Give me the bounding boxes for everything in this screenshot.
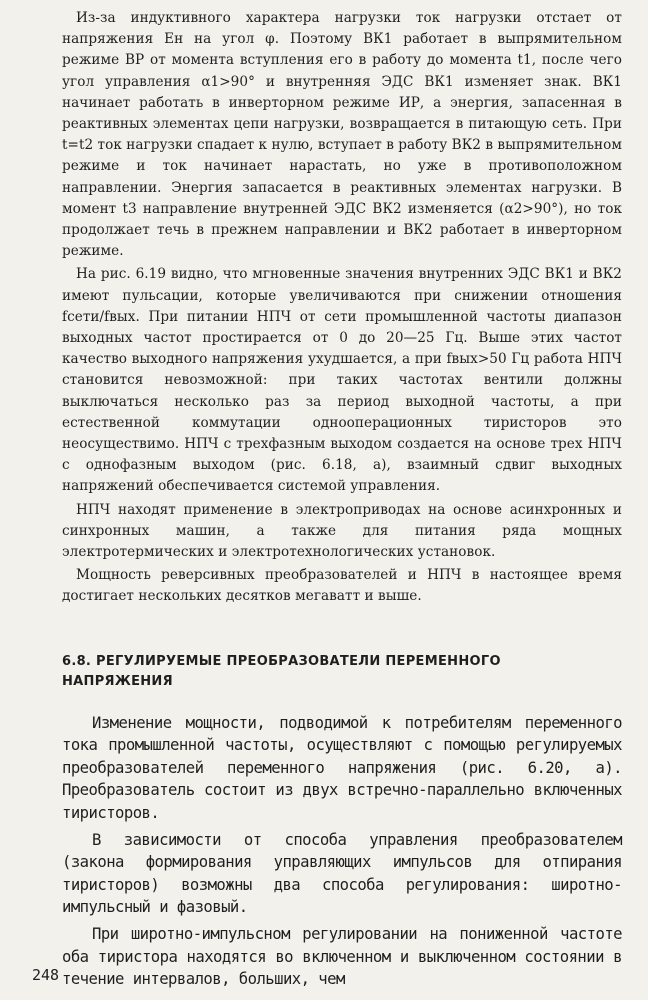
paragraph-load-current: Из-за индуктивного характера нагрузки ток нагрузки отстает от напряжения Eн на угол φ. Поэтому ВК1 работает в выпрямительном режиме ВР от момента вступления его в работу до момента t1, после чего угол управления α1>90° и внутренняя ЭДС ВК1 изменяет знак. ВК1 начинает работать в инверторном режиме ИР, а энергия, запасенная в реактивных элементах цепи нагрузки, возвращается в питающую сеть. При t=t2 ток нагрузки спадает к нулю, вступает в работу ВК2 в выпрямительном режиме и ток начинает нарастать, но уже в противоположном направлении. Энергия запасается в реактивных элементах нагрузки. В момент t3 направление внутренней ЭДС ВК2 изменяется (α2>90°), но ток продолжает течь в прежнем направлении и ВК2 работает в инверторном режиме. [62, 10, 622, 260]
paragraph-emf-pulsation: На рис. 6.19 видно, что мгновенные значения внутренних ЭДС ВК1 и ВК2 имеют пульсации, которые увеличиваются при снижении отношения fсети/fвых. При питании НПЧ от сети промышленной частоты диапазон выходных частот простирается от 0 до 20—25 Гц. Выше этих частот качество выходного напряжения ухудшается, а при fвых>50 Гц работа НПЧ становится невозможной: при таких частотах вентили должны выключаться несколько раз за период выходной частоты, а при естественной коммутации однооперационных тиристоров это неосуществимо. НПЧ с трехфазным выходом создается на основе трех НПЧ с однофазным выходом (рис. 6.18, а), взаимный сдвиг выходных напряжений обеспечивается системой управления. [62, 266, 622, 495]
page-number: 248 [32, 966, 60, 984]
paragraph-npch-applications: НПЧ находят применение в электроприводах на основе асинхронных и синхронных машин, а также для питания ряда мощных электротермических и электротехнологических установок. [62, 501, 622, 561]
paragraph-control-methods: В зависимости от способа управления преобразователем (закона формирования управляющих импульсов для отпирания тиристоров) возможны два способа регулирования: широтно-импульсный и фазовый. [62, 830, 622, 917]
top-text-block [62, 8, 622, 608]
paragraph-pwm-regulation: При широтно-импульсном регулировании на пониженной частоте оба тиристора находятся во включенном и выключенном состоянии в течение интервалов, больших, чем [62, 925, 622, 989]
section-heading [62, 652, 622, 692]
paragraph-power-control: Изменение мощности, подводимой к потребителям переменного тока промышленной частоты, осуществляют с помощью регулируемых преобразователей переменного напряжения (рис. 6.20, а). Преобразователь состоит из двух встречно-параллельно включенных тиристоров. [62, 713, 622, 823]
paragraph-power-rating: Мощность реверсивных преобразователей и НПЧ в настоящее время достигает нескольких десятков мегаватт и выше. [62, 567, 622, 605]
section-heading-line-2: НАПРЯЖЕНИЯ [62, 673, 173, 689]
section-heading-line-1: 6.8. РЕГУЛИРУЕМЫЕ ПРЕОБРАЗОВАТЕЛИ ПЕРЕМЕННОГО [62, 653, 501, 669]
section-text-block [62, 712, 622, 991]
